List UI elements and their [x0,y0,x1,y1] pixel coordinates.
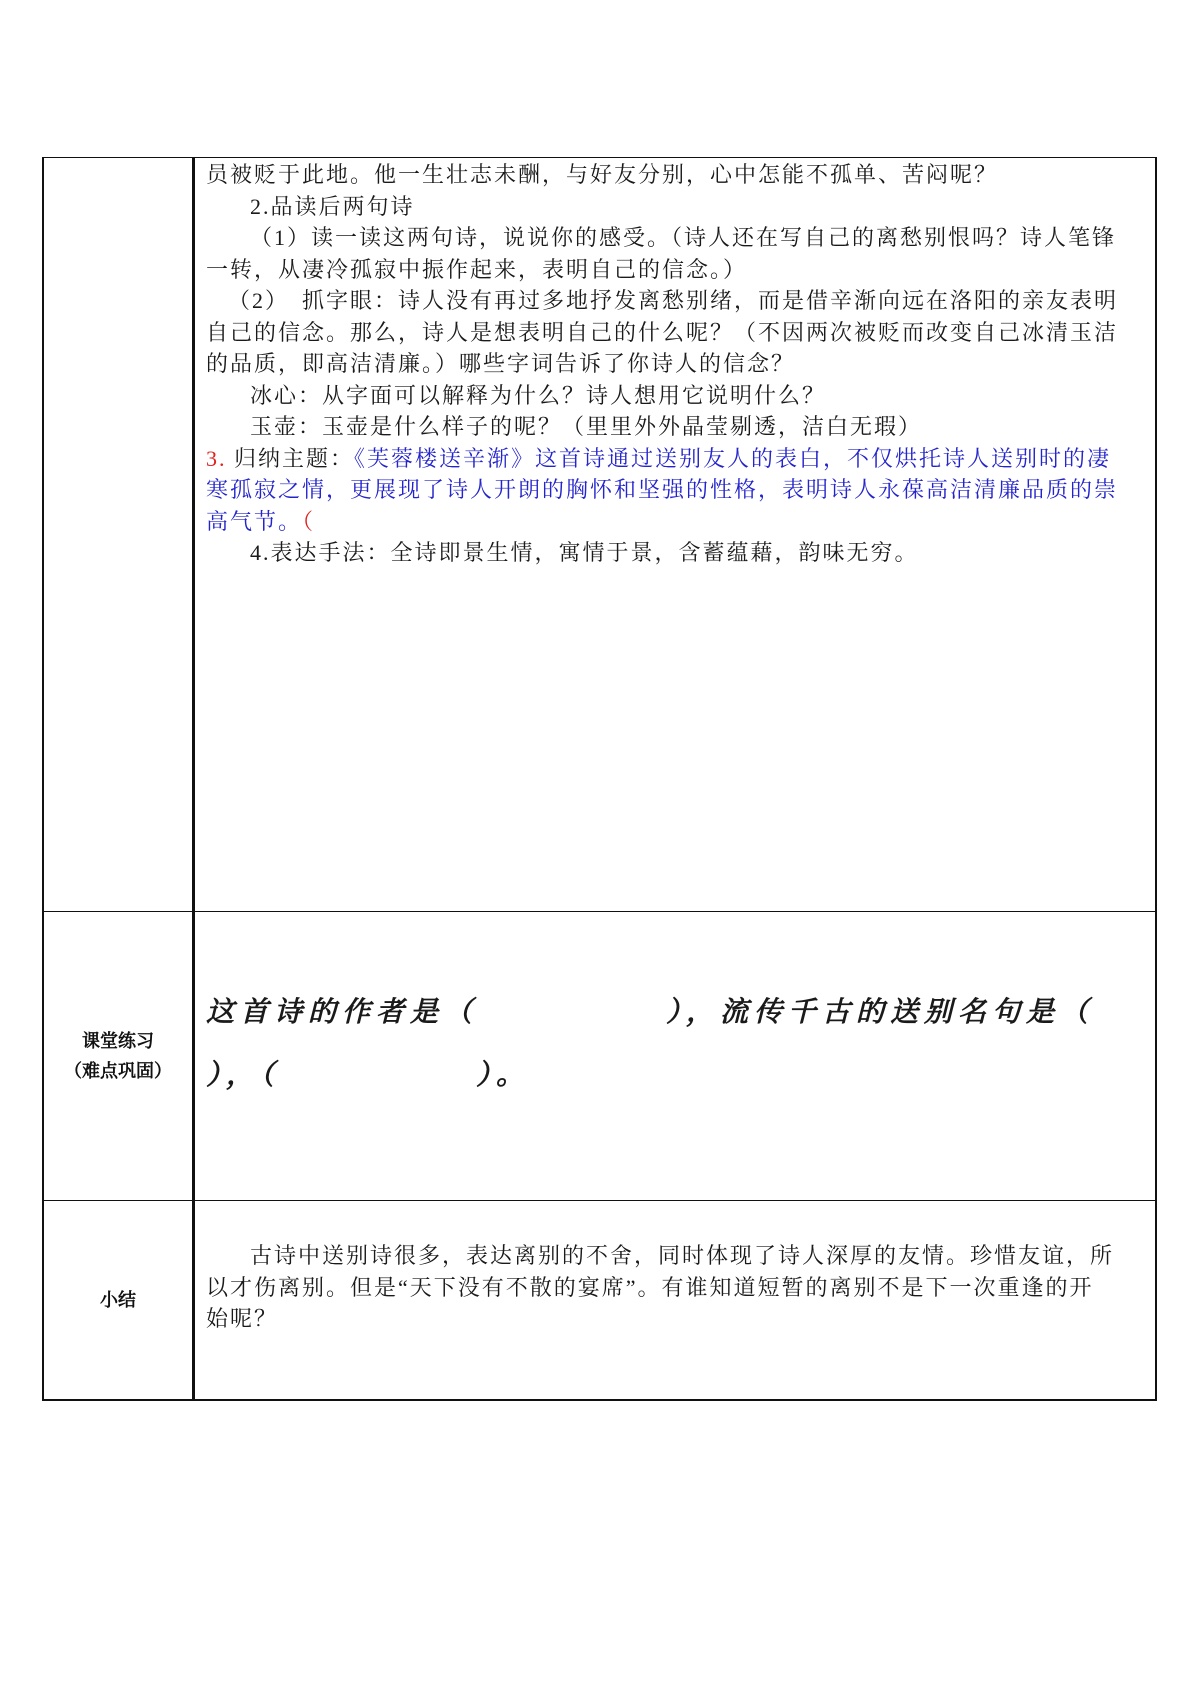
table-top-border [43,157,1157,158]
text-line: 员被贬于此地。他一生壮志未酬，与好友分别，心中怎能不孤单、苦闷呢？ [206,162,999,187]
theme-line [206,506,1151,538]
text-line: 一转，从凄冷孤寂中振作起来，表明自己的信念。） [206,256,748,282]
theme-text: 高气节。 [206,508,303,534]
summary-cell [206,1240,1151,1335]
theme-line [206,443,1151,475]
question-line [206,981,1154,1044]
row-divider-summary [43,1200,1157,1201]
theme-label: 归纳主题： [226,445,355,471]
column-divider [192,157,195,1401]
text-line: 4.表达手法：全诗即景生情，寓情于景，含蓄蕴藉，韵味无穷。 [250,540,919,565]
table-bottom-border [43,1399,1157,1401]
theme-text: 《芙蓉楼送辛渐》这首诗通过送别友人的表白，不仅烘托诗人送别时的凄 [354,445,1112,471]
practice-label: 课堂练习 [82,1031,154,1051]
summary-line: 始呢？ [206,1306,279,1331]
theme-text: 寒孤寂之情，更展现了诗人开朗的胸怀和坚强的性格，表明诗人永葆高洁清廉品质的崇 [206,477,1119,502]
text-line: 自己的信念。那么，诗人是想表明自己的什么呢？（不因两次被贬而改变自己冰清玉洁 [206,319,1119,345]
summary-label-cell [44,1201,192,1399]
text-line: 2.品读后两句诗 [250,193,415,219]
summary-line: 古诗中送别诗很多，表达离别的不舍，同时体现了诗人深厚的友情。珍惜友谊，所 [250,1243,1115,1268]
text-line: 的品质，即高洁清廉。）哪些字词告诉了你诗人的信念？ [206,351,796,376]
question-text: 这首诗的作者是（ [206,997,479,1028]
summary-label: 小结 [100,1290,136,1310]
practice-question [206,981,1154,1107]
text-line: （2） 抓字眼：诗人没有再过多地抒发离愁别绪，而是借辛渐向远在洛阳的亲友表明 [228,288,1119,313]
text-line: 冰心：从字面可以解释为什么？诗人想用它说明什么？ [250,382,827,408]
question-text: ）。 [476,1060,531,1091]
row-divider-practice [43,911,1157,912]
theme-trailing-mark: （ [302,508,316,534]
question-text: ），流传千古的送别名句是（ [666,997,1095,1028]
question-text: ），（ [206,1060,281,1091]
summary-line: 以才伤离别。但是“天下没有不散的宴席”。有谁知道短暂的离别不是下一次重逢的开 [206,1274,1094,1300]
question-line [206,1044,1154,1107]
text-line: （1）读一读这两句诗，说说你的感受。（诗人还在写自己的离愁别恨吗？诗人笔锋 [250,225,1117,250]
text-line: 玉壶：玉壶是什么样子的呢？（里里外外晶莹剔透，洁白无瑕） [250,414,923,439]
table-right-border [1155,157,1157,1401]
teaching-process-cell [206,159,1151,569]
practice-label-cell [44,912,192,1200]
practice-sublabel: （难点巩固） [64,1061,172,1081]
theme-number: 3. [206,445,227,471]
